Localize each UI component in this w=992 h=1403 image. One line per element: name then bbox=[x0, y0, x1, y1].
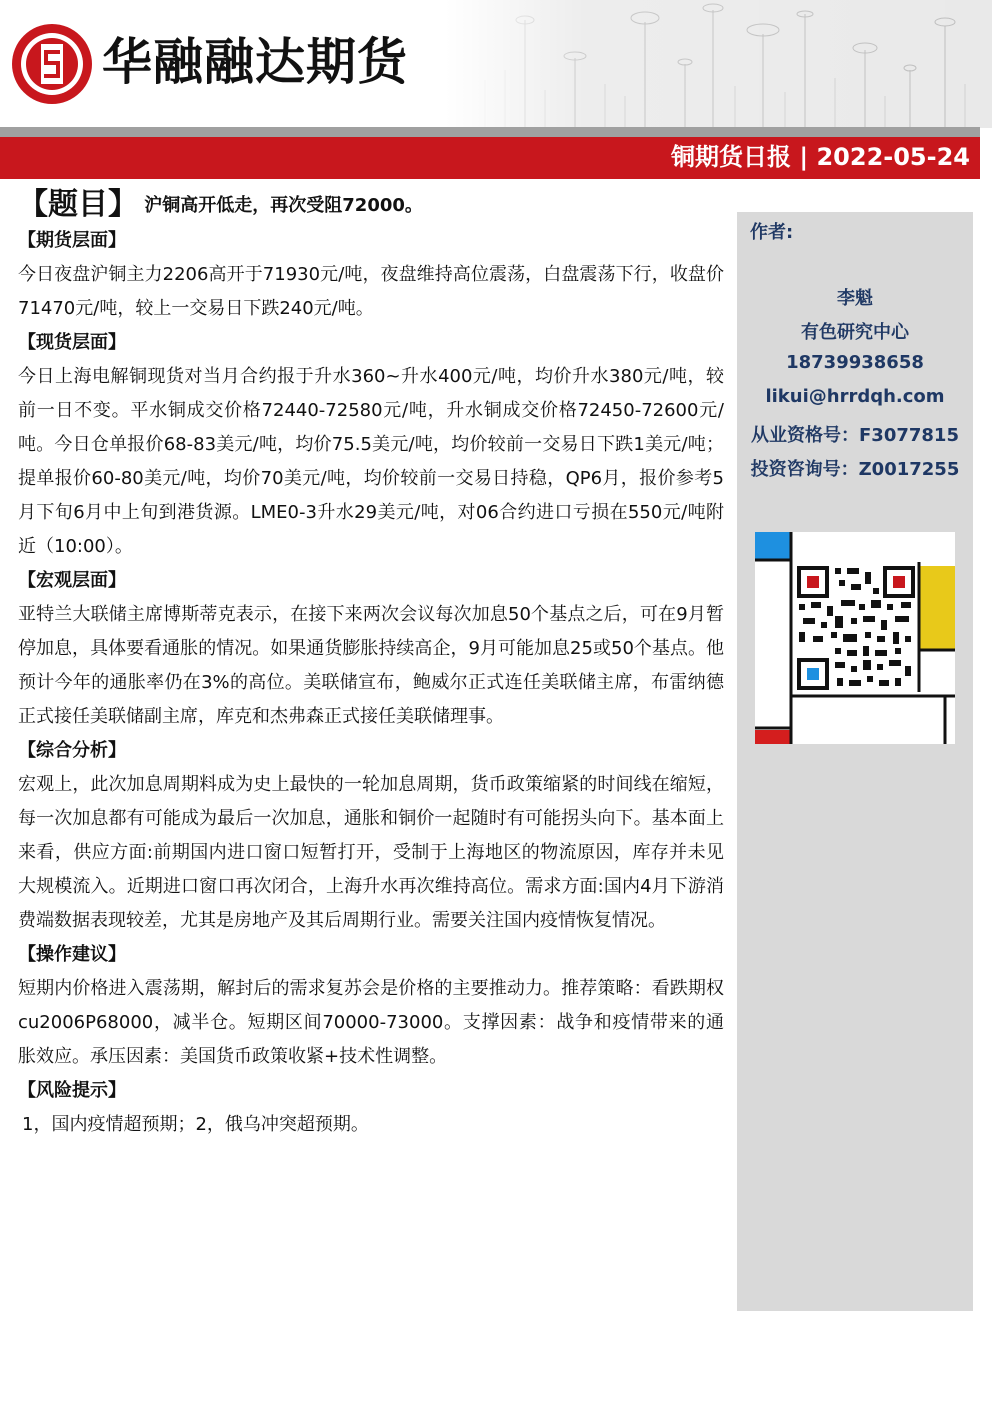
analysis-paragraph: 宏观上，此次加息周期料成为史上最快的一轮加息周期，货币政策缩紧的时间线在缩短，每一次加息都有可能成为最后一次加息，通胀和铜价一起随时有可能拐头向下。基本面上来看，供应方面:前期国内进口窗口短暂打开，受制于上海地区的物流原因，库存并未见大规模流入。近期进口窗口再次闭合，上海升水再次维持高位。需求方面:国内4月下游消费端数据表现较差，尤其是房地产及其后周期行业。需要关注国内疫情恢复情况。 bbox=[18, 774, 724, 931]
qualification-number: 从业资格号：F3077815 bbox=[751, 425, 959, 446]
author-phone: 18739938658 bbox=[786, 352, 924, 373]
author-label: 作者: bbox=[750, 222, 794, 243]
suggestion-paragraph: 短期内价格进入震荡期，解封后的需求复苏会是价格的主要推动力。推荐策略：看跌期权cu2006P68000，减半仓。短期区间70000-73000。支撑因素：战争和疫情带来的通胀效应。承压因素：美国货币政策收紧+技术性调整。 bbox=[18, 978, 724, 1067]
spot-heading: 【现货层面】 bbox=[18, 332, 126, 353]
qr-code-icon bbox=[755, 532, 955, 744]
author-sidebar bbox=[737, 212, 973, 1311]
qr-code-panel bbox=[755, 532, 955, 744]
futures-paragraph: 今日夜盘沪铜主力2206高开于71930元/吨，夜盘维持高位震荡，白盘震荡下行，收盘价71470元/吨，较上一交易日下跌240元/吨。 bbox=[18, 264, 724, 319]
title-band-shadow bbox=[0, 127, 980, 137]
risk-paragraph: 1，国内疫情超预期；2，俄乌冲突超预期。 bbox=[22, 1114, 369, 1135]
topic-label: 【题目】 bbox=[18, 187, 138, 222]
header-decoration bbox=[445, 0, 992, 128]
spot-paragraph: 今日上海电解铜现货对当月合约报于升水360~升水400元/吨，均价升水380元/吨，较前一日不变。平水铜成交价格72440-72580元/吨，升水铜成交价格72450-72600元/吨。今日仓单报价68-83美元/吨，均价75.5美元/吨，均价较前一交易日下跌1美元/吨；提单报价60-80美元/吨，均价70美元/吨，均价较前一交易日持稳，QP6月，报价参考5月下旬6月中上旬到港货源。LME0-3升水29美元/吨，对06合约进口亏损在550元/吨附近（10:00）。 bbox=[18, 366, 724, 557]
company-logo-icon bbox=[10, 22, 94, 106]
futures-heading: 【期货层面】 bbox=[18, 230, 126, 251]
author-email[interactable]: likui@hrrdqh.com bbox=[765, 386, 945, 407]
report-title: 铜期货日报 | 2022-05-24 bbox=[671, 143, 970, 171]
consulting-number: 投资咨询号：Z0017255 bbox=[750, 459, 960, 480]
brand-name: 华融融达期货 bbox=[102, 33, 408, 91]
macro-paragraph: 亚特兰大联储主席博斯蒂克表示，在接下来两次会议每次加息50个基点之后，可在9月暂停加息，具体要看通胀的情况。如果通货膨胀持续高企，9月可能加息25或50个基点。他预计今年的通胀率仍在3%的高位。美联储宣布，鲍威尔正式连任美联储主席，布雷纳德正式接任美联储副主席，库克和杰弗森正式接任美联储理事。 bbox=[18, 604, 724, 727]
topic-text: 沪铜高开低走，再次受阻72000。 bbox=[144, 195, 423, 216]
author-name: 李魁 bbox=[837, 288, 873, 309]
risk-heading: 【风险提示】 bbox=[18, 1080, 126, 1101]
author-department: 有色研究中心 bbox=[801, 322, 909, 343]
report-body bbox=[18, 187, 724, 1142]
topic-row bbox=[18, 187, 724, 224]
analysis-heading: 【综合分析】 bbox=[18, 740, 126, 761]
suggestion-heading: 【操作建议】 bbox=[18, 944, 126, 965]
macro-heading: 【宏观层面】 bbox=[18, 570, 126, 591]
